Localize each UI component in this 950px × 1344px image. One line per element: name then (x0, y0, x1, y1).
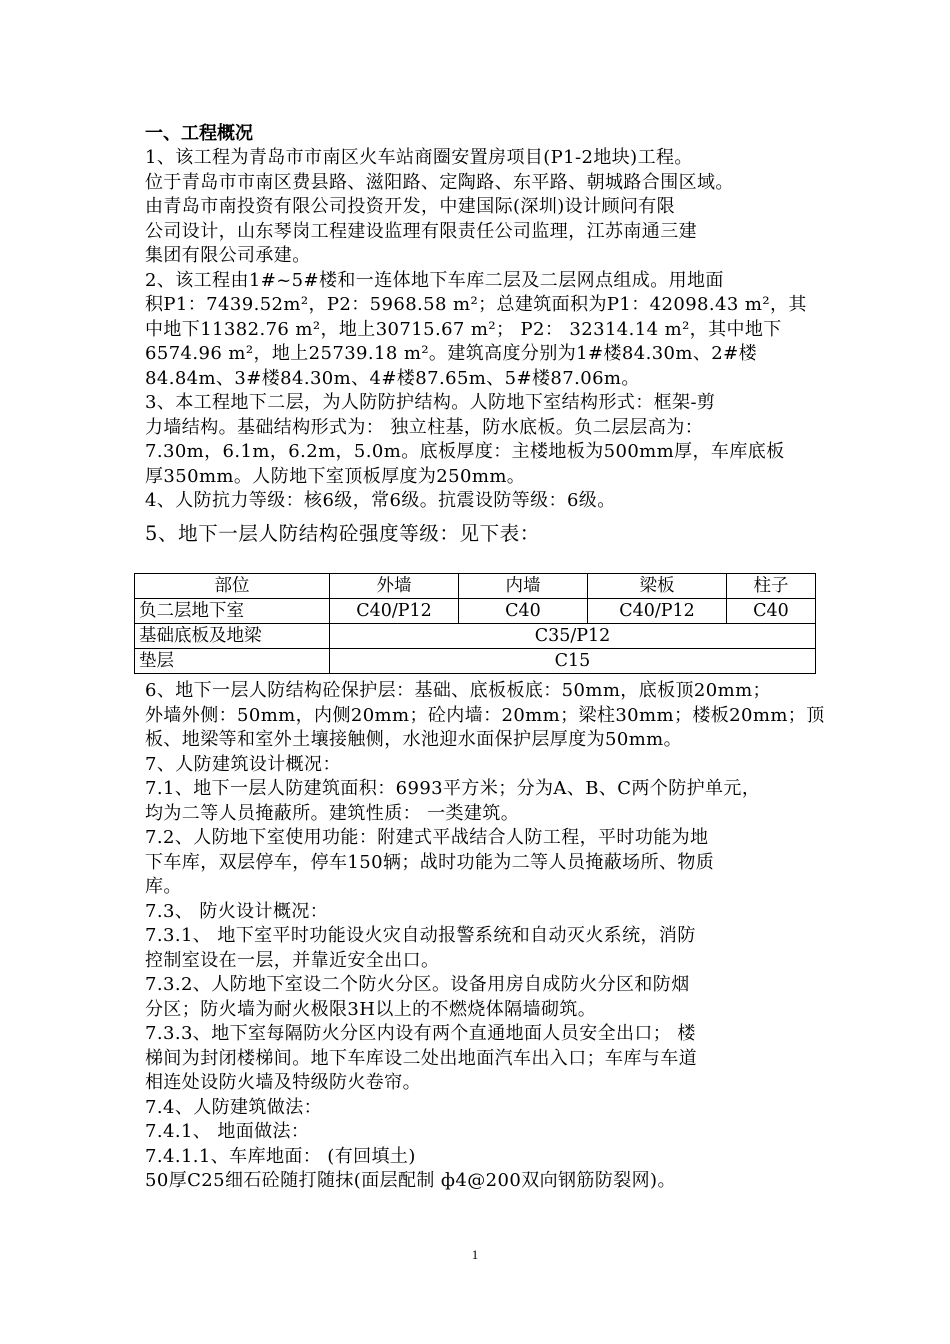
overview-section (145, 122, 820, 554)
table-cell: C40 (459, 599, 588, 624)
table-cell: 垫层 (135, 649, 330, 674)
para-line: 7.4.1、 地面做法： (145, 1121, 310, 1142)
table-row (135, 624, 816, 649)
table-header-cell: 梁板 (588, 574, 727, 599)
para-line: 7.4、人防建筑做法： (145, 1096, 323, 1118)
table-title: 5、地下一层人防结构砼强度等级：见下表： (145, 521, 540, 545)
para-line: 库。 (145, 876, 182, 897)
section-heading: 一、工程概况 (145, 123, 253, 144)
para-line: 均为二等人员掩蔽所。建筑性质： 一类建筑。 (145, 802, 520, 824)
table-header-row (135, 574, 816, 599)
para-line: 4、人防抗力等级：核6级，常6级。抗震设防等级：6级。 (145, 490, 616, 511)
table-header-cell: 内墙 (459, 574, 588, 599)
table-header-cell: 外墙 (330, 574, 459, 599)
table-cell: C35/P12 (330, 624, 816, 649)
para-line: 集团有限公司承建。 (145, 245, 311, 266)
para-line: 梯间为封闭楼梯间。地下车库设二处出地面汽车出入口；车库与车道 (145, 1047, 697, 1069)
para-line: 7.3.1、 地下室平时功能设火灾自动报警系统和自动灭火系统，消防 (145, 925, 696, 946)
table-cell: C40/P12 (330, 599, 459, 624)
page-number: 1 (471, 1247, 479, 1262)
para-line: 3、本工程地下二层，为人防防护结构。人防地下室结构形式：框架-剪 (145, 392, 716, 413)
para-line: 中地下11382.76 m²，地上30715.67 m²； P2： 32314.14 m²，其中地下 (145, 318, 782, 340)
para-line: 由青岛市南投资有限公司投资开发，中建国际(深圳)设计顾问有限 (145, 196, 676, 217)
table-cell: C40 (727, 599, 816, 624)
para-line: 板、地梁等和室外土壤接触侧，水池迎水面保护层厚度为50mm。 (145, 729, 683, 750)
para-line: 6574.96 m²，地上25739.18 m²。建筑高度分别为1#楼84.30m、2#楼 (145, 343, 757, 364)
para-line: 下车库，双层停车，停车150辆；战时功能为二等人员掩蔽场所、物质 (145, 851, 715, 873)
para-line: 84.84m、3#楼84.30m、4#楼87.65m、5#楼87.06m。 (145, 367, 640, 389)
para-line: 控制室设在一层，并靠近安全出口。 (145, 949, 440, 971)
concrete-grade-table (134, 573, 816, 674)
table-row (135, 649, 816, 674)
para-line: 7.3.3、地下室每隔防火分区内设有两个直通地面人员安全出口； 楼 (145, 1023, 696, 1044)
para-line: 7.3、 防火设计概况： (145, 900, 329, 922)
table-cell: 基础底板及地梁 (135, 624, 330, 649)
details-section (145, 679, 825, 1194)
para-line: 积P1：7439.52m²，P2：5968.58 m²；总建筑面积为P1：42098.43 m²，其 (145, 294, 807, 315)
para-line: 7、人防建筑设计概况： (145, 753, 341, 775)
table-cell: C40/P12 (588, 599, 727, 624)
table-row (135, 599, 816, 624)
para-line: 50厚C25细石砼随打随抹(面层配制 ф4@200双向钢筋防裂网)。 (145, 1170, 676, 1191)
table-header-cell: 部位 (135, 574, 330, 599)
para-line: 分区；防火墙为耐火极限3H以上的不燃烧体隔墙砌筑。 (145, 998, 597, 1020)
table-cell: 负二层地下室 (135, 599, 330, 624)
para-line: 位于青岛市市南区费县路、滋阳路、定陶路、东平路、朝城路合围区域。 (145, 171, 734, 193)
para-line: 7.30m，6.1m，6.2m，5.0m。底板厚度：主楼地板为500mm厚，车库底板 (145, 441, 785, 462)
table-header-cell: 柱子 (727, 574, 816, 599)
para-line: 厚350mm。人防地下室顶板厚度为250mm。 (145, 465, 526, 487)
para-line: 相连处设防火墙及特级防火卷帘。 (145, 1072, 421, 1093)
para-line: 外墙外侧：50mm，内侧20mm；砼内墙：20mm；梁柱30mm；楼板20mm；顶 (145, 704, 825, 726)
para-line: 7.2、人防地下室使用功能：附建式平战结合人防工程，平时功能为地 (145, 827, 709, 848)
para-line: 公司设计，山东琴岗工程建设监理有限责任公司监理，江苏南通三建 (145, 220, 697, 242)
table-cell: C15 (330, 649, 816, 674)
para-line: 7.4.1.1、车库地面： (有回填土) (145, 1145, 416, 1167)
para-line: 1、该工程为青岛市市南区火车站商圈安置房项目(P1-2地块)工程。 (145, 147, 693, 168)
para-line: 2、该工程由1#~5#楼和一连体地下车库二层及二层网点组成。用地面 (145, 269, 724, 291)
para-line: 力墙结构。基础结构形式为： 独立柱基，防水底板。负二层层高为： (145, 416, 704, 438)
para-line: 6、地下一层人防结构砼保护层：基础、底板板底：50mm，底板顶20mm； (145, 680, 771, 701)
para-line: 7.1、地下一层人防建筑面积：6993平方米；分为A、B、C两个防护单元， (145, 778, 761, 799)
para-line: 7.3.2、人防地下室设二个防火分区。设备用房自成防火分区和防烟 (145, 974, 690, 995)
